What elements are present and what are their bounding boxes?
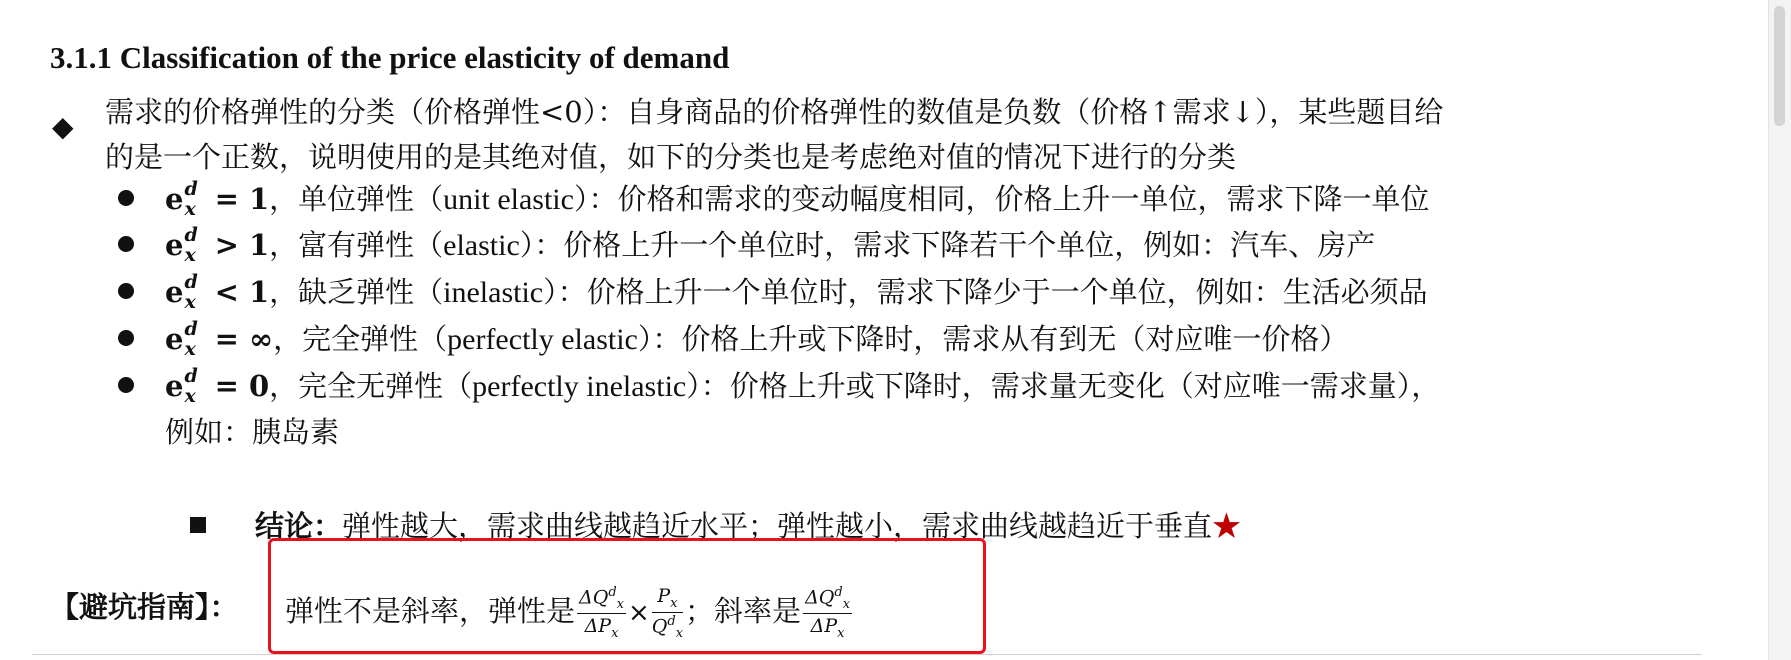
tips-label: 【避坑指南】： xyxy=(50,590,239,624)
intro-line-2: 的是一个正数，说明使用的是其绝对值，如下的分类也是考虑绝对值的情况下进行的分类 xyxy=(105,140,1237,174)
square-bullet-icon xyxy=(190,517,206,533)
conclusion-text: 弹性越大，需求曲线越趋近水平；弹性越小，需求曲线越趋近于垂直 xyxy=(342,509,1213,543)
intro-text-b: 需求 xyxy=(1172,95,1231,129)
elasticity-fraction-1: $\frac{\Delta Q^d_x}{\Delta P_x}$ xyxy=(579,585,624,641)
vertical-scrollbar[interactable] xyxy=(1768,0,1791,660)
list-item: e d x = 0，完全无弹性（perfectly inelastic）：价格上升或下降时，需求量无变化（对应唯一需求量）， xyxy=(165,365,1441,407)
dot-bullet-icon xyxy=(118,330,134,346)
slope-fraction: $\frac{\Delta Q^d_x}{\Delta P_x}$ xyxy=(805,585,851,641)
diamond-bullet-icon: ◆ xyxy=(52,110,74,143)
tips-text: 弹性不是斜率，弹性是 $\frac{\Delta Q^d_x}{\Delta P_x}$ × $\frac{P_x}{Q^d_x}$ ；斜率是 $\frac{\Delta Q^d_x}{\Delta P_x}$ xyxy=(285,585,851,641)
list-item: e d x < 1，缺乏弹性（inelastic）：价格上升一个单位时，需求下降少于一个单位，例如：生活必须品 xyxy=(165,271,1428,313)
elasticity-symbol: e d x = 0 xyxy=(165,365,270,407)
arrow-down-icon: ↓ xyxy=(1230,95,1255,129)
list-item: e d x = 1，单位弹性（unit elastic）：价格和需求的变动幅度相同，价格上升一单位，需求下降一单位 xyxy=(165,178,1430,220)
list-item: e d x > 1，富有弹性（elastic）：价格上升一个单位时，需求下降若干个单位，例如：汽车、房产 xyxy=(165,224,1376,266)
elasticity-symbol: e d x = 1 xyxy=(165,178,270,220)
arrow-up-icon: ↑ xyxy=(1148,95,1173,129)
list-item-continuation: 例如：胰岛素 xyxy=(165,415,340,449)
dot-bullet-icon xyxy=(118,190,134,206)
elasticity-symbol: e d x = ∞ xyxy=(165,318,274,360)
intro-line-1 xyxy=(105,95,1444,129)
intro-text-c: ），某些题目给 xyxy=(1254,95,1444,129)
list-item: e d x = ∞，完全弹性（perfectly elastic）：价格上升或下降时，需求从有到无（对应唯一价格） xyxy=(165,318,1349,360)
scrollbar-thumb[interactable] xyxy=(1774,6,1785,126)
conclusion xyxy=(255,509,1242,543)
page-divider xyxy=(32,654,1702,655)
intro-text-a: 需求的价格弹性的分类（价格弹性<0）：自身商品的价格弹性的数值是负数（价格 xyxy=(105,95,1149,129)
elasticity-symbol: e d x < 1 xyxy=(165,271,270,313)
star-icon: ★ xyxy=(1212,509,1242,543)
elasticity-symbol: e d x > 1 xyxy=(165,224,270,266)
elasticity-fraction-2: $\frac{P_x}{Q^d_x}$ xyxy=(651,585,684,641)
dot-bullet-icon xyxy=(118,377,134,393)
conclusion-label: 结论： xyxy=(255,509,343,543)
dot-bullet-icon xyxy=(118,236,134,252)
section-heading: 3.1.1 Classification of the price elasticity of demand xyxy=(50,40,730,75)
dot-bullet-icon xyxy=(118,283,134,299)
